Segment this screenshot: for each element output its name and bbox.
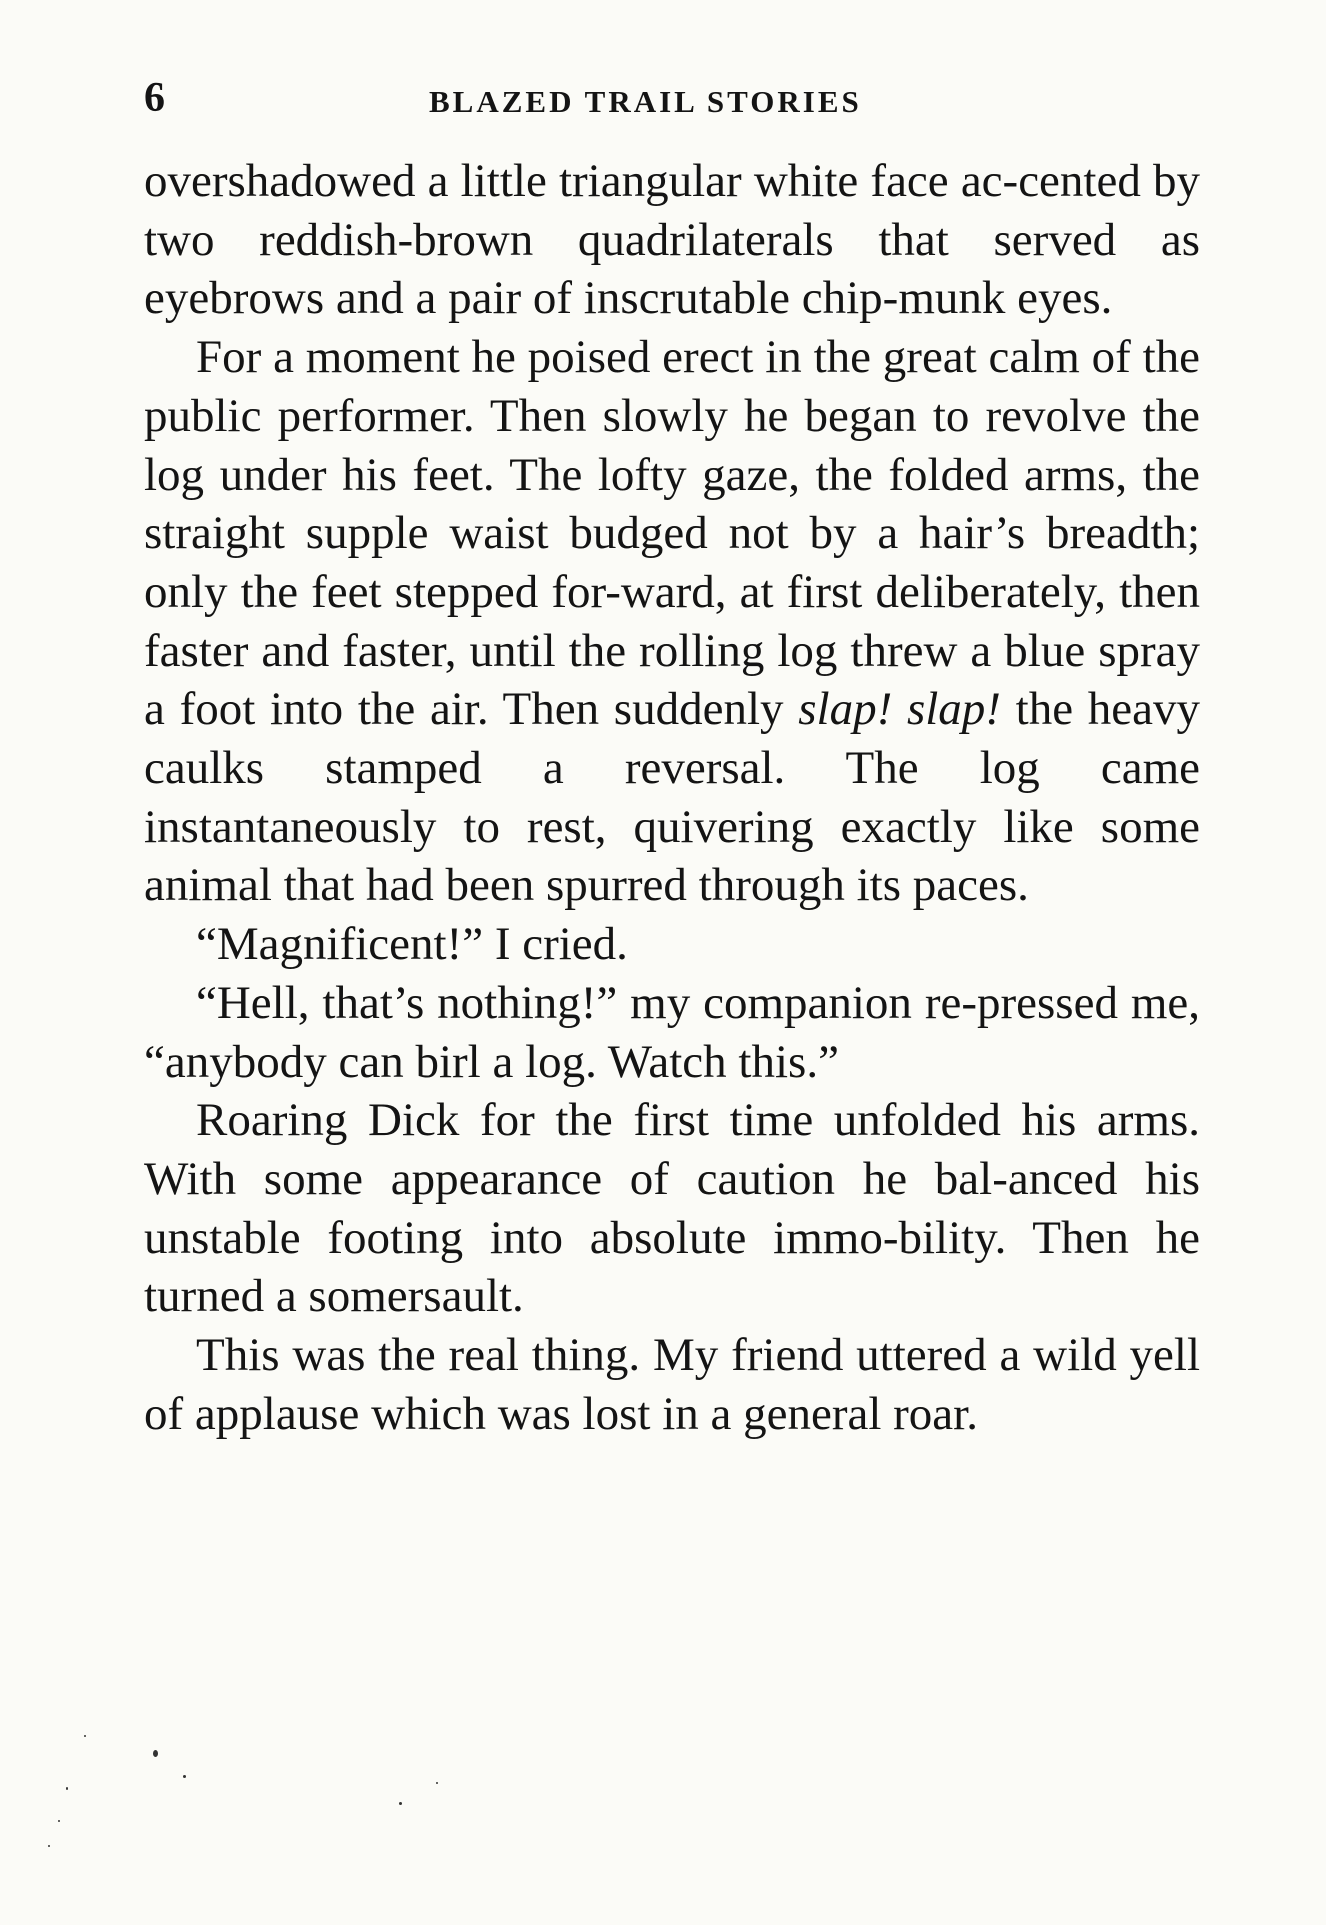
print-speck [183, 1775, 186, 1778]
running-head [144, 68, 1200, 128]
page-number: 6 [144, 75, 165, 121]
print-speck [84, 1735, 86, 1737]
book-title: BLAZED TRAIL STORIES [429, 84, 862, 119]
paragraph-magnificent: “Magnificent!” I cried. [196, 918, 628, 971]
paragraph-text-after-italic: the heavy caulks stamped a reversal. The log came instantaneously to rest, quivering exactly like some animal that had been spurred through its paces. [144, 683, 1201, 912]
body-text [144, 152, 1200, 1443]
paragraph-continuation: overshadowed a little triangular white face ac-cented by two reddish-brown quadrilaterals that served as eyebrows and a pair of inscrutable chip-munk eyes. [144, 155, 1200, 325]
paragraph-real-thing: This was the real thing. My friend uttered a wild yell of applause which was lost in a general roar. [144, 1329, 1200, 1440]
print-speck [436, 1782, 438, 1784]
italic-slap-phrase: slap! slap! [798, 683, 1001, 736]
paragraph-companion: “Hell, that’s nothing!” my companion re-pressed me, “anybody can birl a log. Watch this.” [144, 976, 1200, 1088]
print-speck [399, 1802, 402, 1805]
paragraph-log-rolling [144, 328, 1200, 915]
paragraph-roaring-dick: Roaring Dick for the first time unfolded his arms. With some appearance of caution he bal-anced his unstable footing into absolute immo-bility. Then he turned a somersault. [144, 1094, 1200, 1323]
print-speck [58, 1820, 60, 1822]
print-speck [153, 1750, 158, 1757]
print-speck [48, 1845, 50, 1847]
print-speck [66, 1787, 68, 1790]
paragraph-text-before-italic: For a moment he poised erect in the great calm of the public performer. Then slowly he began to revolve the log under his feet. The lofty gaze, the folded arms, the straight supple waist budged not by a hair’s breadth; only the feet stepped for-ward, at first deliberately, then faster and faster, until the rolling log threw a blue spray a foot into the air. Then suddenly [144, 331, 1200, 736]
